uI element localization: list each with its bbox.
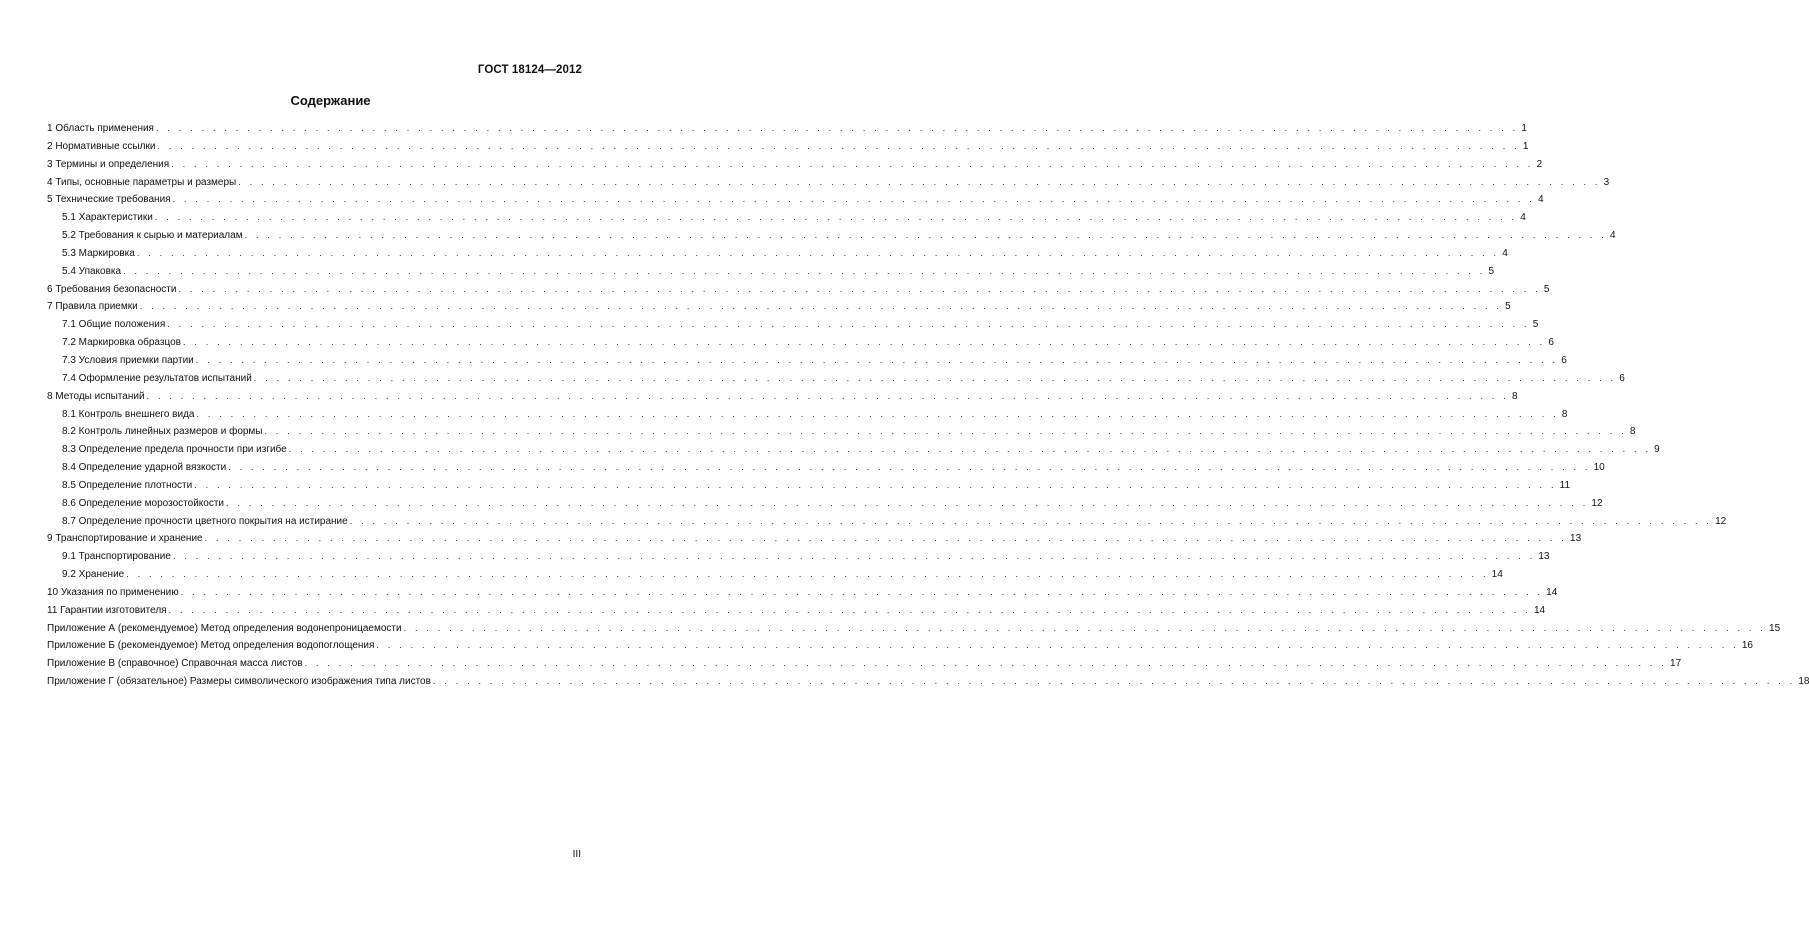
toc-entry-page: 6 [1548,337,1554,349]
toc-entry[interactable] [47,495,1603,513]
toc-entry-page: 6 [1619,372,1625,384]
toc-entry-label: 7 Правила приемки [47,301,138,313]
toc-entry-label: 3 Термины и определения [47,158,170,170]
toc-entry-page: 3 [1603,176,1610,188]
toc-entry-label: 8.7 Определение прочности цветного покрытия на истирание [62,515,348,527]
toc-entry-label: 8.6 Определение морозостойкости [62,497,224,509]
toc-entry[interactable] [47,138,1529,156]
toc-entry-label: 11 Гарантии изготовителя [47,604,167,616]
toc-dot-leader: . . . . . . . . . . . . . . . . . . . . . . . . . . . . . . . . . . . . . . . . . . . . . . . . . . . . . . . . . . . . . . . . . . . . . . . . . . . . . . . . . . . . . . . . . . . . . . . . . . . . . . . . . . . . . . . . . . . . . . . . [167,319,1530,330]
toc-entry-label: 7.1 Общие положения [62,319,166,331]
toc-entry-label: 8 Методы испытаний [47,390,145,402]
toc-entry-label: 10 Указания по применению [47,586,179,598]
toc-dot-leader: . . . . . . . . . . . . . . . . . . . . . . . . . . . . . . . . . . . . . . . . . . . . . . . . . . . . . . . . . . . . . . . . . . . . . . . . . . . . . . . . . . . . . . . . . . . . . . . . . . . . . . . . . . . . . . . . . . . . . . . . [226,497,1589,508]
toc-entry[interactable] [47,406,1568,424]
toc-dot-leader: . . . . . . . . . . . . . . . . . . . . . . . . . . . . . . . . . . . . . . . . . . . . . . . . . . . . . . . . . . . . . . . . . . . . . . . . . . . . . . . . . . . . . . . . . . . . . . . . . . . . . . . . . . . . . . . . . . . . . . . . [304,658,1668,669]
toc-entry-page: 5 [1532,319,1539,331]
toc-dot-leader: . . . . . . . . . . . . . . . . . . . . . . . . . . . . . . . . . . . . . . . . . . . . . . . . . . . . . . . . . . . . . . . . . . . . . . . . . . . . . . . . . . . . . . . . . . . . . . . . . . . . . . . . . . . . . . . . . . . . . . . . [168,604,1531,615]
toc-dot-leader: . . . . . . . . . . . . . . . . . . . . . . . . . . . . . . . . . . . . . . . . . . . . . . . . . . . . . . . . . . . . . . . . . . . . . . . . . . . . . . . . . . . . . . . . . . . . . . . . . . . . . . . . . . . . . . . . . . . . . . . . [194,479,1557,490]
toc-entry-page: 6 [1561,354,1567,366]
toc-entry-label: 9 Транспортирование и хранение [47,533,203,545]
toc-entry-page: 1 [1522,140,1529,152]
toc-dot-leader: . . . . . . . . . . . . . . . . . . . . . . . . . . . . . . . . . . . . . . . . . . . . . . . . . . . . . . . . . . . . . . . . . . . . . . . . . . . . . . . . . . . . . . . . . . . . . . . . . . . . . . . . . . . . . . . . . . . . . . . . [178,283,1541,294]
toc-dot-leader: . . . . . . . . . . . . . . . . . . . . . . . . . . . . . . . . . . . . . . . . . . . . . . . . . . . . . . . . . . . . . . . . . . . . . . . . . . . . . . . . . . . . . . . . . . . . . . . . . . . . . . . . . . . . . . . . . . . . . . . . [195,354,1559,365]
toc-entry[interactable] [47,227,1616,245]
toc-entry-page: 13 [1570,533,1582,545]
toc-entry-page: 8 [1629,426,1636,438]
toc-entry-page: 8 [1511,390,1518,402]
toc-entry[interactable] [47,620,1781,638]
toc-entry-page: 12 [1715,515,1727,527]
toc-entry[interactable] [47,281,1550,299]
toc-entry[interactable] [47,602,1546,620]
toc-entry-page: 8 [1561,408,1568,420]
toc-entry[interactable] [47,513,1727,531]
toc-entry[interactable] [47,191,1544,209]
table-of-contents [47,120,1809,691]
toc-dot-leader: . . . . . . . . . . . . . . . . . . . . . . . . . . . . . . . . . . . . . . . . . . . . . . . . . . . . . . . . . . . . . . . . . . . . . . . . . . . . . . . . . . . . . . . . . . . . . . . . . . . . . . . . . . . . . . . . . . . . . . . . [136,247,1500,258]
page-title: Содержание [290,93,371,108]
toc-entry-label: 9.2 Хранение [62,569,125,581]
toc-entry-label: 4 Типы, основные параметры и размеры [47,176,237,188]
toc-entry-label: 6 Требования безопасности [47,283,177,295]
toc-dot-leader: . . . . . . . . . . . . . . . . . . . . . . . . . . . . . . . . . . . . . . . . . . . . . . . . . . . . . . . . . . . . . . . . . . . . . . . . . . . . . . . . . . . . . . . . . . . . . . . . . . . . . . . . . . . . . . . . . . . . . . . . [182,337,1546,348]
toc-entry-page: 5 [1505,301,1511,313]
toc-entry-label: 5.1 Характеристики [62,212,153,224]
toc-dot-leader: . . . . . . . . . . . . . . . . . . . . . . . . . . . . . . . . . . . . . . . . . . . . . . . . . . . . . . . . . . . . . . . . . . . . . . . . . . . . . . . . . . . . . . . . . . . . . . . . . . . . . . . . . . . . . . . . . . . . . . . . [403,622,1767,633]
document-standard-header: ГОСТ 18124—2012 [477,64,582,76]
toc-entry[interactable] [47,120,1527,138]
toc-entry-page: 1 [1521,123,1527,134]
toc-entry[interactable] [47,209,1526,227]
toc-entry-label: Приложение Г (обязательное) Размеры символического изображения типа листов [47,676,431,688]
toc-dot-leader: . . . . . . . . . . . . . . . . . . . . . . . . . . . . . . . . . . . . . . . . . . . . . . . . . . . . . . . . . . . . . . . . . . . . . . . . . . . . . . . . . . . . . . . . . . . . . . . . . . . . . . . . . . . . . . . . . . . . . . . . [171,158,1534,169]
toc-entry-page: 13 [1538,551,1550,563]
toc-entry-page: 4 [1538,194,1544,206]
toc-entry-page: 15 [1769,622,1781,634]
toc-entry-page: 9 [1654,444,1660,456]
toc-entry-page: 10 [1593,462,1605,474]
toc-entry-label: 8.5 Определение плотности [62,479,193,491]
toc-entry-page: 5 [1543,283,1550,295]
toc-dot-leader: . . . . . . . . . . . . . . . . . . . . . . . . . . . . . . . . . . . . . . . . . . . . . . . . . . . . . . . . . . . . . . . . . . . . . . . . . . . . . . . . . . . . . . . . . . . . . . . . . . . . . . . . . . . . . . . . . . . . . . . . [172,194,1535,205]
toc-entry[interactable] [47,566,1503,584]
toc-entry[interactable] [47,263,1495,281]
toc-dot-leader: . . . . . . . . . . . . . . . . . . . . . . . . . . . . . . . . . . . . . . . . . . . . . . . . . . . . . . . . . . . . . . . . . . . . . . . . . . . . . . . . . . . . . . . . . . . . . . . . . . . . . . . . . . . . . . . . . . . . . . . . [154,212,1518,223]
toc-entry-label: 8.4 Определение ударной вязкости [62,462,227,474]
toc-dot-leader: . . . . . . . . . . . . . . . . . . . . . . . . . . . . . . . . . . . . . . . . . . . . . . . . . . . . . . . . . . . . . . . . . . . . . . . . . . . . . . . . . . . . . . . . . . . . . . . . . . . . . . . . . . . . . . . . . . . . . . . . [172,551,1536,562]
toc-entry-page: 2 [1536,158,1543,170]
toc-entry-label: Приложение А (рекомендуемое) Метод определения водонепроницаемости [47,622,402,634]
toc-dot-leader: . . . . . . . . . . . . . . . . . . . . . . . . . . . . . . . . . . . . . . . . . . . . . . . . . . . . . . . . . . . . . . . . . . . . . . . . . . . . . . . . . . . . . . . . . . . . . . . . . . . . . . . . . . . . . . . . . . . . . . . . [155,123,1519,133]
toc-entry-label: 5.4 Упаковка [62,265,122,277]
toc-entry-page: 4 [1502,247,1508,259]
toc-entry-label: Приложение Б (рекомендуемое) Метод определения водопоглощения [47,640,375,652]
toc-entry[interactable] [47,441,1660,459]
toc-dot-leader: . . . . . . . . . . . . . . . . . . . . . . . . . . . . . . . . . . . . . . . . . . . . . . . . . . . . . . . . . . . . . . . . . . . . . . . . . . . . . . . . . . . . . . . . . . . . . . . . . . . . . . . . . . . . . . . . . . . . . . . . [228,462,1591,473]
toc-entry[interactable] [47,423,1636,441]
toc-entry-page: 14 [1491,569,1503,581]
toc-dot-leader: . . . . . . . . . . . . . . . . . . . . . . . . . . . . . . . . . . . . . . . . . . . . . . . . . . . . . . . . . . . . . . . . . . . . . . . . . . . . . . . . . . . . . . . . . . . . . . . . . . . . . . . . . . . . . . . . . . . . . . . . [139,301,1503,312]
toc-entry-page: 14 [1534,604,1546,616]
toc-dot-leader: . . . . . . . . . . . . . . . . . . . . . . . . . . . . . . . . . . . . . . . . . . . . . . . . . . . . . . . . . . . . . . . . . . . . . . . . . . . . . . . . . . . . . . . . . . . . . . . . . . . . . . . . . . . . . . . . . . . . . . . . [288,444,1652,455]
toc-entry[interactable] [47,673,1809,691]
toc-entry-page: 16 [1741,640,1753,652]
toc-entry-page: 14 [1546,586,1558,598]
toc-dot-leader: . . . . . . . . . . . . . . . . . . . . . . . . . . . . . . . . . . . . . . . . . . . . . . . . . . . . . . . . . . . . . . . . . . . . . . . . . . . . . . . . . . . . . . . . . . . . . . . . . . . . . . . . . . . . . . . . . . . . . . . . [204,533,1568,544]
toc-entry-label: 7.4 Оформление результатов испытаний [62,372,252,384]
toc-entry-label: 8.2 Контроль линейных размеров и формы [62,426,263,438]
toc-dot-leader: . . . . . . . . . . . . . . . . . . . . . . . . . . . . . . . . . . . . . . . . . . . . . . . . . . . . . . . . . . . . . . . . . . . . . . . . . . . . . . . . . . . . . . . . . . . . . . . . . . . . . . . . . . . . . . . . . . . . . . . . [432,676,1796,687]
toc-entry[interactable] [47,477,1571,495]
toc-entry[interactable] [47,316,1539,334]
toc-dot-leader: . . . . . . . . . . . . . . . . . . . . . . . . . . . . . . . . . . . . . . . . . . . . . . . . . . . . . . . . . . . . . . . . . . . . . . . . . . . . . . . . . . . . . . . . . . . . . . . . . . . . . . . . . . . . . . . . . . . . . . . . [349,515,1713,526]
toc-entry-page: 4 [1610,230,1616,242]
toc-entry-label: 5.3 Маркировка [62,247,135,259]
toc-entry[interactable] [47,548,1550,566]
toc-entry[interactable] [47,530,1582,548]
toc-entry[interactable] [47,637,1753,655]
toc-entry-label: 7.2 Маркировка образцов [62,337,181,349]
toc-dot-leader: . . . . . . . . . . . . . . . . . . . . . . . . . . . . . . . . . . . . . . . . . . . . . . . . . . . . . . . . . . . . . . . . . . . . . . . . . . . . . . . . . . . . . . . . . . . . . . . . . . . . . . . . . . . . . . . . . . . . . . . . [126,569,1489,580]
toc-entry-label: 5 Технические требования [47,194,171,206]
toc-entry[interactable] [47,352,1567,370]
toc-entry[interactable] [47,156,1543,174]
toc-entry-label: 7.3 Условия приемки партии [62,354,194,366]
toc-dot-leader: . . . . . . . . . . . . . . . . . . . . . . . . . . . . . . . . . . . . . . . . . . . . . . . . . . . . . . . . . . . . . . . . . . . . . . . . . . . . . . . . . . . . . . . . . . . . . . . . . . . . . . . . . . . . . . . . . . . . . . . . [244,230,1607,241]
toc-entry[interactable] [47,655,1682,673]
toc-entry-label: 8.1 Контроль внешнего вида [62,408,195,420]
toc-entry-label: Приложение В (справочное) Справочная масса листов [47,658,303,670]
toc-entry[interactable] [47,174,1610,192]
toc-entry-page: 12 [1591,497,1603,509]
toc-entry-label: 2 Нормативные ссылки [47,140,156,152]
toc-entry[interactable] [47,459,1605,477]
toc-entry[interactable] [47,245,1508,263]
toc-dot-leader: . . . . . . . . . . . . . . . . . . . . . . . . . . . . . . . . . . . . . . . . . . . . . . . . . . . . . . . . . . . . . . . . . . . . . . . . . . . . . . . . . . . . . . . . . . . . . . . . . . . . . . . . . . . . . . . . . . . . . . . . [238,176,1601,187]
toc-entry-page: 17 [1670,658,1682,670]
toc-entry-label: 5.2 Требования к сырью и материалам [62,230,243,242]
toc-dot-leader: . . . . . . . . . . . . . . . . . . . . . . . . . . . . . . . . . . . . . . . . . . . . . . . . . . . . . . . . . . . . . . . . . . . . . . . . . . . . . . . . . . . . . . . . . . . . . . . . . . . . . . . . . . . . . . . . . . . . . . . . [376,640,1739,651]
toc-entry-label: 1 Область применения [47,123,154,134]
toc-dot-leader: . . . . . . . . . . . . . . . . . . . . . . . . . . . . . . . . . . . . . . . . . . . . . . . . . . . . . . . . . . . . . . . . . . . . . . . . . . . . . . . . . . . . . . . . . . . . . . . . . . . . . . . . . . . . . . . . . . . . . . . . [157,140,1520,151]
toc-dot-leader: . . . . . . . . . . . . . . . . . . . . . . . . . . . . . . . . . . . . . . . . . . . . . . . . . . . . . . . . . . . . . . . . . . . . . . . . . . . . . . . . . . . . . . . . . . . . . . . . . . . . . . . . . . . . . . . . . . . . . . . . [264,426,1627,437]
toc-entry[interactable] [47,334,1554,352]
toc-dot-leader: . . . . . . . . . . . . . . . . . . . . . . . . . . . . . . . . . . . . . . . . . . . . . . . . . . . . . . . . . . . . . . . . . . . . . . . . . . . . . . . . . . . . . . . . . . . . . . . . . . . . . . . . . . . . . . . . . . . . . . . . [146,390,1509,401]
toc-dot-leader: . . . . . . . . . . . . . . . . . . . . . . . . . . . . . . . . . . . . . . . . . . . . . . . . . . . . . . . . . . . . . . . . . . . . . . . . . . . . . . . . . . . . . . . . . . . . . . . . . . . . . . . . . . . . . . . . . . . . . . . . [180,586,1544,597]
toc-dot-leader: . . . . . . . . . . . . . . . . . . . . . . . . . . . . . . . . . . . . . . . . . . . . . . . . . . . . . . . . . . . . . . . . . . . . . . . . . . . . . . . . . . . . . . . . . . . . . . . . . . . . . . . . . . . . . . . . . . . . . . . . [253,372,1617,383]
toc-entry-page: 4 [1520,212,1526,224]
toc-entry[interactable] [47,584,1558,602]
toc-entry[interactable] [47,388,1518,406]
toc-entry-page: 18 [1798,676,1809,688]
toc-entry[interactable] [47,298,1511,316]
toc-entry-page: 11 [1559,479,1571,491]
toc-entry-page: 5 [1488,265,1495,277]
toc-entry-label: 9.1 Транспортирование [62,551,171,563]
toc-dot-leader: . . . . . . . . . . . . . . . . . . . . . . . . . . . . . . . . . . . . . . . . . . . . . . . . . . . . . . . . . . . . . . . . . . . . . . . . . . . . . . . . . . . . . . . . . . . . . . . . . . . . . . . . . . . . . . . . . . . . . . . . [123,265,1486,276]
page-number: III [572,849,581,860]
toc-dot-leader: . . . . . . . . . . . . . . . . . . . . . . . . . . . . . . . . . . . . . . . . . . . . . . . . . . . . . . . . . . . . . . . . . . . . . . . . . . . . . . . . . . . . . . . . . . . . . . . . . . . . . . . . . . . . . . . . . . . . . . . . [196,408,1559,419]
toc-entry-label: 8.3 Определение предела прочности при изгибе [62,444,287,456]
toc-entry[interactable] [47,370,1625,388]
